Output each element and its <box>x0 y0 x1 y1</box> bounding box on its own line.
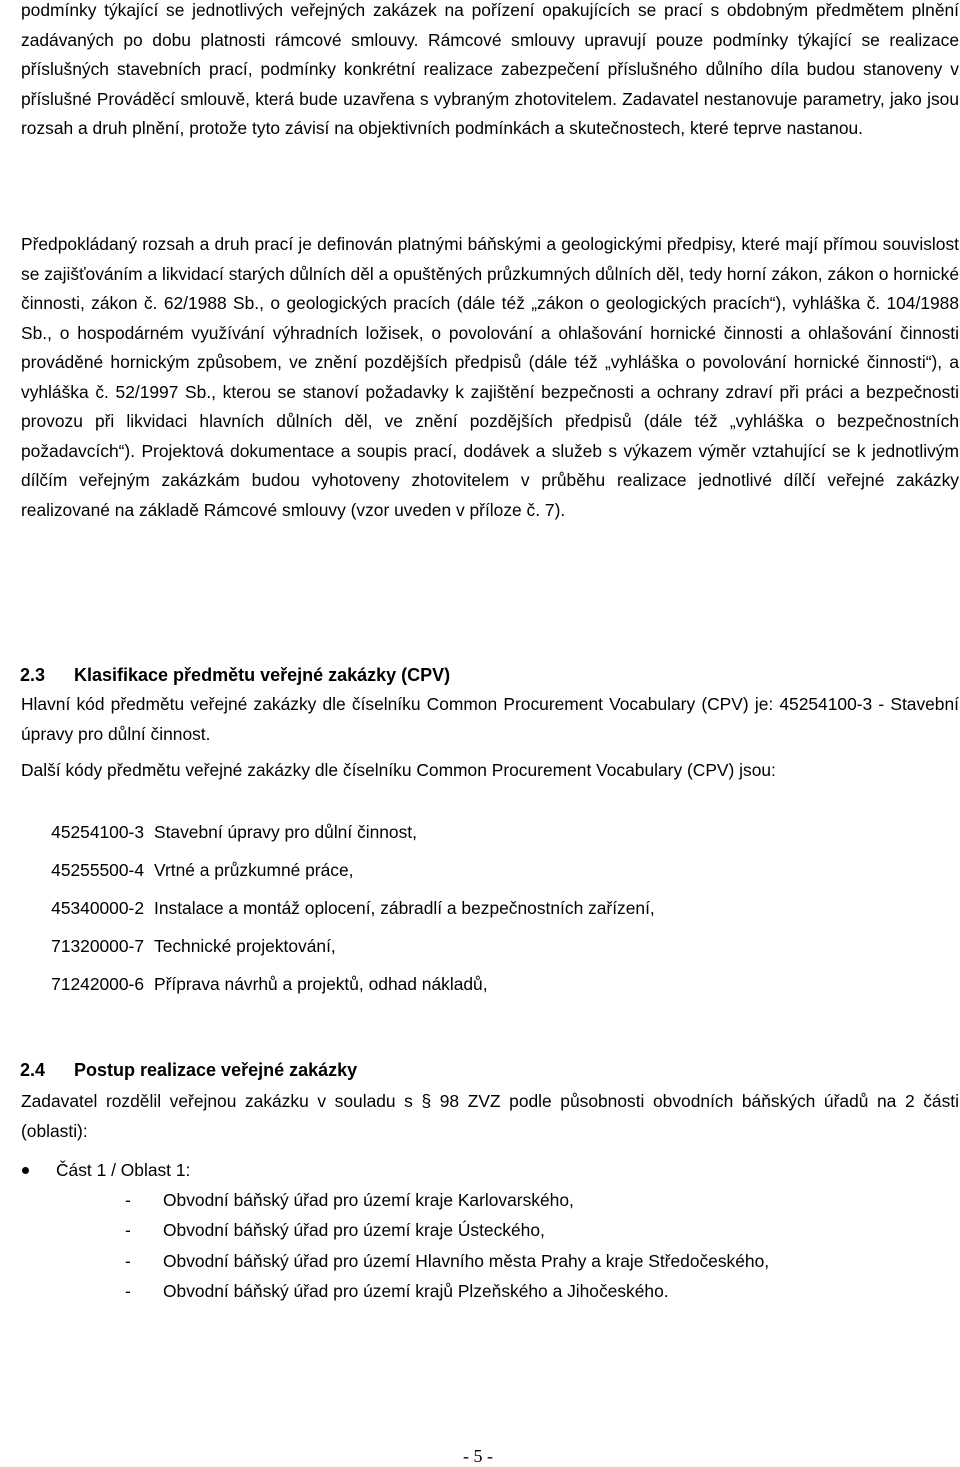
cpv-code: 71242000-6 <box>51 974 144 994</box>
cpv-code-row <box>16 854 916 892</box>
section-2-4-number: 2.4 <box>20 1060 46 1080</box>
cpv-code-row <box>16 892 916 930</box>
section-2-4-title: Postup realizace veřejné zakázky <box>74 1060 358 1080</box>
dash-marker: - <box>125 1190 131 1210</box>
paragraph-main-cpv-code: Hlavní kód předmětu veřejné zakázky dle číselníku Common Procurement Vocabulary (CPV) je: 45254100-3 - Stavební úpravy pro důlní činnost. <box>21 694 959 744</box>
cpv-code: 45340000-2 <box>51 898 144 918</box>
section-2-3-title: Klasifikace předmětu veřejné zakázky (CPV) <box>74 665 451 685</box>
bullet-icon <box>22 1167 29 1174</box>
cpv-code: 45255500-4 <box>51 860 144 880</box>
list-item-text: Obvodní báňský úřad pro území kraje Ústeckého, <box>163 1220 545 1241</box>
page-number: - 5 - <box>463 1446 493 1466</box>
paragraph-framework-conditions: podmínky týkající se jednotlivých veřejných zakázek na pořízení opakujících se prací s obdobným předmětem plnění zadávaných po dobu platnosti rámcové smlouvy. Rámcové smlouvy upravují pouze podmínky týkající se realizace příslušných stavebních prací, podmínky konkrétní realizace zabezpečení příslušného důlního díla budou stanoveny v příslušné Prováděcí smlouvě, která bude uzavřena s vybraným zhotovitelem. Zadavatel nestanovuje parametry, jako jsou rozsah a druh plnění, protože tyto závisí na objektivních podmínkách a skutečnostech, které teprve nastanou. <box>21 0 959 138</box>
list-item-text: Obvodní báňský úřad pro území Hlavního města Prahy a kraje Středočeského, <box>163 1250 770 1271</box>
paragraph-other-cpv-codes: Další kódy předmětu veřejné zakázky dle číselníku Common Procurement Vocabulary (CPV) jsou: <box>21 760 776 780</box>
cpv-description: Technické projektování, <box>154 936 336 956</box>
cpv-code-row <box>16 816 916 854</box>
cpv-description: Vrtné a průzkumné práce, <box>154 860 354 880</box>
section-2-3-heading <box>20 661 450 689</box>
cpv-code: 71320000-7 <box>51 936 144 956</box>
list-item <box>125 1185 955 1215</box>
list-item-text: Obvodní báňský úřad pro území krajů Plzeňského a Jihočeského. <box>163 1280 669 1301</box>
list-item-text: Obvodní báňský úřad pro území kraje Karlovarského, <box>163 1190 574 1210</box>
section-2-4-heading <box>20 1056 357 1084</box>
cpv-code: 45254100-3 <box>51 822 144 842</box>
list-item <box>125 1215 955 1245</box>
section-2-3-number: 2.3 <box>20 665 46 685</box>
cpv-description: Instalace a montáž oplocení, zábradlí a bezpečnostních zařízení, <box>154 898 655 918</box>
dash-marker: - <box>125 1280 131 1301</box>
mining-office-list <box>125 1185 955 1306</box>
dash-marker: - <box>125 1250 131 1271</box>
paragraph-scope-of-work: Předpokládaný rozsah a druh prací je definován platnými báňskými a geologickými předpisy, které mají přímou souvislost se zajišťováním a likvidací starých důlních děl a opuštěných průzkumných důlních děl, tedy horní zákon, zákon o hornické činnosti, zákon č. 62/1988 Sb., o geologických pracích (dále též „zákon o geologických pracích“), vyhláška č. 104/1988 Sb., o hospodárném využívání výhradních ložisek, o povolování a ohlašování hornické činnosti a ohlašování činnosti prováděné hornickým způsobem, ve znění pozdějších předpisů (dále též „vyhláška o povolování hornické činnosti“), a vyhláška č. 52/1997 Sb., kterou se stanoví požadavky k zajištění bezpečnosti a ochrany zdraví při práci a bezpečnosti provozu při likvidaci hlavních důlních děl, ve znění pozdějších předpisů (dále též „vyhláška o bezpečnostních požadavcích“). Projektová dokumentace a soupis prací, dodávek a služeb s výkazem výměr vztahující se k jednotlivým dílčím veřejným zakázkám budou vyhotoveny zhotovitelem v průběhu realizace jednotlivé dílčí veřejné zakázky realizované na základě Rámcové smlouvy (vzor uveden v příloze č. 7). <box>21 234 959 520</box>
paragraph-division-into-parts: Zadavatel rozdělil veřejnou zakázku v souladu s § 98 ZVZ podle působnosti obvodních báňských úřadů na 2 části (oblasti): <box>21 1091 959 1141</box>
cpv-description: Příprava návrhů a projektů, odhad nákladů, <box>154 974 488 994</box>
cpv-code-row <box>16 968 916 1006</box>
list-item <box>125 1276 955 1306</box>
cpv-code-row <box>16 930 916 968</box>
cpv-description: Stavební úpravy pro důlní činnost, <box>154 822 417 842</box>
cpv-code-list <box>16 816 916 1006</box>
bullet-label: Část 1 / Oblast 1: <box>56 1160 191 1180</box>
list-item <box>125 1246 955 1276</box>
dash-marker: - <box>125 1220 131 1241</box>
